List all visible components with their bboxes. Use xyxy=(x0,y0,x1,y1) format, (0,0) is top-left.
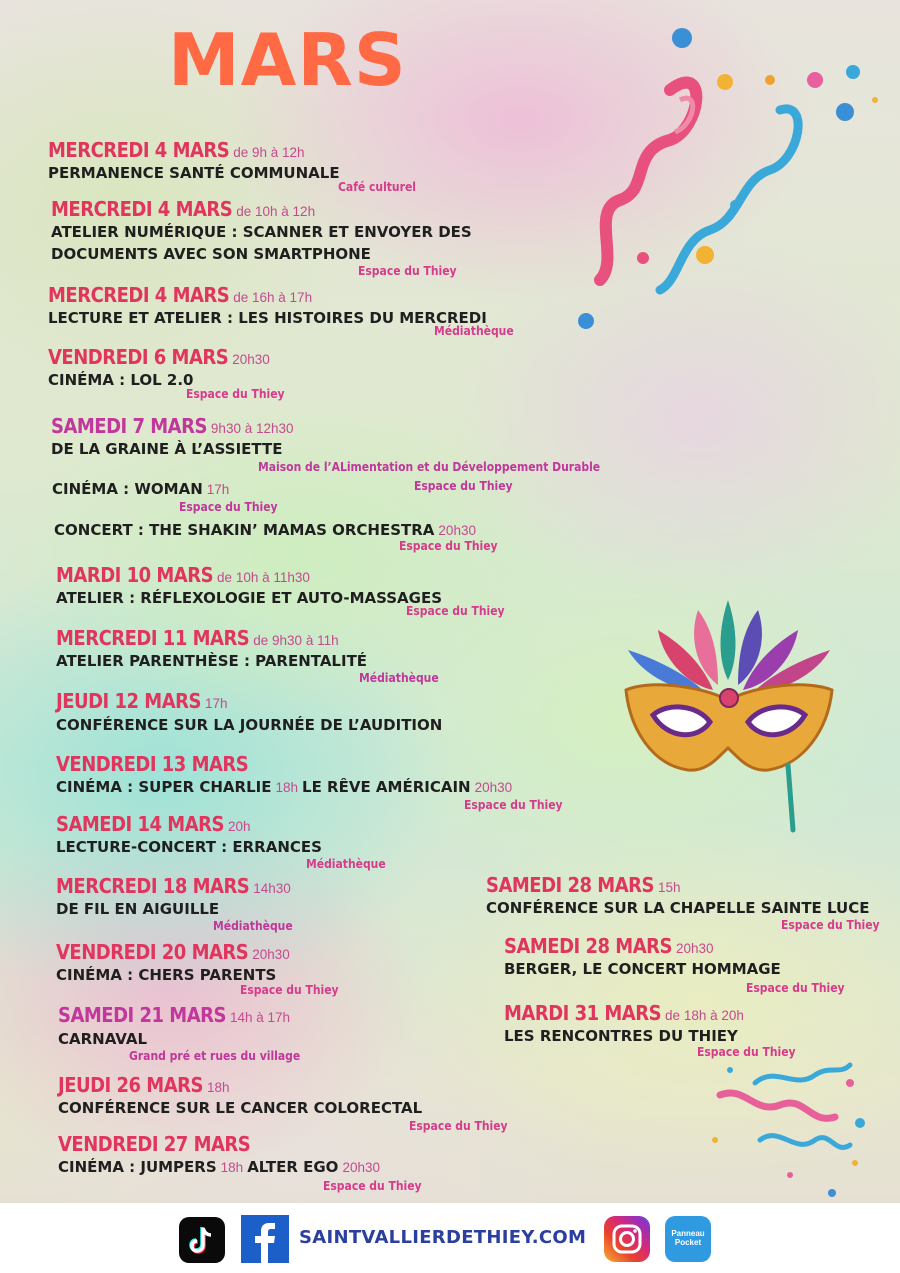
event-18 xyxy=(504,1001,744,1048)
event-date: MERCREDI 4 MARS xyxy=(51,197,233,221)
website-link[interactable]: SAINTVALLIERDETHIEY.COM xyxy=(299,1227,587,1248)
event-date: MERCREDI 18 MARS xyxy=(56,874,250,898)
event-title: CINÉMA : WOMAN xyxy=(52,480,203,498)
event-location: Espace du Thiey xyxy=(409,1119,508,1133)
streamers-decoration xyxy=(570,20,890,340)
event-title: BERGER, LE CONCERT HOMMAGE xyxy=(504,960,781,978)
event-time: 15h xyxy=(657,880,681,895)
event-title: CONFÉRENCE SUR LA JOURNÉE DE L’AUDITION xyxy=(56,716,443,734)
small-streamers-decoration xyxy=(700,1045,870,1200)
event-location: Médiathèque xyxy=(434,324,514,338)
event-title: PERMANENCE SANTÉ COMMUNALE xyxy=(48,164,340,182)
event-title: ATELIER NUMÉRIQUE : SCANNER ET ENVOYER DES xyxy=(51,223,472,241)
event-14 xyxy=(58,1073,422,1120)
event-location: Médiathèque xyxy=(359,671,439,685)
event-date: MERCREDI 4 MARS xyxy=(48,138,230,162)
panneau-pocket-icon[interactable] xyxy=(665,1216,711,1262)
event-date: SAMEDI 28 MARS xyxy=(486,873,654,897)
event-title: LE RÊVE AMÉRICAIN xyxy=(302,778,471,796)
event-12 xyxy=(56,940,290,987)
event-title: CONCERT : THE SHAKIN’ MAMAS ORCHESTRA xyxy=(54,521,435,539)
event-title: CONFÉRENCE SUR LE CANCER COLORECTAL xyxy=(58,1099,423,1117)
event-title: ATELIER : RÉFLEXOLOGIE ET AUTO-MASSAGES xyxy=(56,589,443,607)
event-date: SAMEDI 28 MARS xyxy=(504,934,672,958)
event-location: Espace du Thiey xyxy=(406,604,505,618)
event-time: 20h30 xyxy=(232,352,270,367)
event-date: SAMEDI 7 MARS xyxy=(51,414,207,438)
event-time: 14h30 xyxy=(253,881,291,896)
event-title: CINÉMA : LOL 2.0 xyxy=(48,371,194,389)
event-time: de 16h à 17h xyxy=(233,290,313,305)
event-location: Médiathèque xyxy=(306,857,386,871)
event-10 xyxy=(56,812,322,859)
event-date: MERCREDI 4 MARS xyxy=(48,283,230,307)
event-time: 18h xyxy=(275,780,299,795)
event-6 xyxy=(56,563,442,610)
event-location: Médiathèque xyxy=(213,919,293,933)
event-11 xyxy=(56,874,291,921)
event-date: JEUDI 26 MARS xyxy=(58,1073,203,1097)
event-date: JEUDI 12 MARS xyxy=(56,689,201,713)
event-title: DOCUMENTS AVEC SON SMARTPHONE xyxy=(51,244,371,263)
event-time: de 9h à 12h xyxy=(233,145,305,160)
event-date: VENDREDI 20 MARS xyxy=(56,940,249,964)
event-2 xyxy=(51,197,472,265)
event-location: Espace du Thiey xyxy=(240,983,339,997)
event-time: 20h30 xyxy=(474,780,513,795)
event-location: Espace du Thiey xyxy=(358,264,457,278)
event-8 xyxy=(56,689,442,737)
event-time: de 10h à 12h xyxy=(236,204,316,219)
event-location: Espace du Thiey xyxy=(464,798,563,812)
tiktok-icon[interactable] xyxy=(179,1217,225,1263)
event-time: 20h30 xyxy=(252,947,290,962)
event-1 xyxy=(48,138,340,185)
event-time: 9h30 à 12h30 xyxy=(210,421,294,436)
panneau-pocket-label: Panneau Pocket xyxy=(671,1229,705,1247)
event-location: Maison de l’ALimentation et du Développement Durable xyxy=(258,460,601,474)
event-4 xyxy=(48,345,270,392)
event-15 xyxy=(58,1132,384,1179)
event-time: 20h30 xyxy=(675,941,714,956)
event-title: ATELIER PARENTHÈSE : PARENTALITÉ xyxy=(56,652,368,670)
event-title: ALTER EGO xyxy=(247,1158,339,1176)
event-time: 14h à 17h xyxy=(229,1010,290,1025)
event-time: 20h xyxy=(227,819,251,834)
event-title: CINÉMA : SUPER CHARLIE xyxy=(56,778,272,796)
event-location: Espace du Thiey xyxy=(697,1045,796,1059)
event-title: CINÉMA : JUMPERS xyxy=(58,1158,217,1176)
page-title: MARS xyxy=(168,18,407,102)
event-time: 20h30 xyxy=(438,523,476,538)
event-time: de 9h30 à 11h xyxy=(253,633,339,648)
event-date: VENDREDI 13 MARS xyxy=(56,752,249,776)
event-title: CARNAVAL xyxy=(58,1030,148,1048)
event-location: Espace du Thiey xyxy=(414,479,513,493)
instagram-icon[interactable] xyxy=(604,1216,650,1262)
event-date: VENDREDI 6 MARS xyxy=(48,345,229,369)
event-location: Grand pré et rues du village xyxy=(129,1049,301,1063)
event-5 xyxy=(51,414,294,461)
event-9 xyxy=(56,752,516,799)
event-location: Café culturel xyxy=(338,180,416,194)
event-location: Espace du Thiey xyxy=(399,539,498,553)
event-7 xyxy=(56,626,367,673)
event-location: Espace du Thiey xyxy=(179,500,278,514)
event-time: 18h xyxy=(206,1080,230,1095)
event-17 xyxy=(504,934,781,981)
event-date: SAMEDI 21 MARS xyxy=(58,1003,226,1027)
event-13 xyxy=(58,1003,290,1051)
event-title: LES RENCONTRES DU THIEY xyxy=(504,1027,738,1045)
facebook-icon[interactable] xyxy=(241,1215,289,1263)
event-title: DE LA GRAINE À L’ASSIETTE xyxy=(51,440,283,458)
event-title: CONFÉRENCE SUR LA CHAPELLE SAINTE LUCE xyxy=(486,899,870,917)
event-location: Espace du Thiey xyxy=(746,981,845,995)
event-5-sub-1 xyxy=(52,478,233,501)
event-3 xyxy=(48,283,487,330)
event-time: 17h xyxy=(204,696,228,711)
event-title: CINÉMA : CHERS PARENTS xyxy=(56,966,277,984)
event-date: SAMEDI 14 MARS xyxy=(56,812,224,836)
event-title: LECTURE-CONCERT : ERRANCES xyxy=(56,838,322,856)
event-date: MARDI 10 MARS xyxy=(56,563,214,587)
carnival-mask-icon xyxy=(618,590,840,835)
event-time: 18h xyxy=(220,1160,244,1175)
event-title: LECTURE ET ATELIER : LES HISTOIRES DU MERCREDI xyxy=(48,309,487,327)
event-time: 20h30 xyxy=(342,1160,380,1175)
event-date: VENDREDI 27 MARS xyxy=(58,1132,251,1156)
event-location: Espace du Thiey xyxy=(323,1179,422,1193)
footer xyxy=(0,1203,900,1273)
event-date: MARDI 31 MARS xyxy=(504,1001,662,1025)
event-location: Espace du Thiey xyxy=(781,918,880,932)
event-time: de 10h à 11h30 xyxy=(217,570,310,585)
event-16 xyxy=(486,873,869,920)
event-time: de 18h à 20h xyxy=(665,1008,744,1023)
event-date: MERCREDI 11 MARS xyxy=(56,626,250,650)
event-title: DE FIL EN AIGUILLE xyxy=(56,900,220,918)
event-location: Espace du Thiey xyxy=(186,387,285,401)
event-time: 17h xyxy=(206,482,230,497)
